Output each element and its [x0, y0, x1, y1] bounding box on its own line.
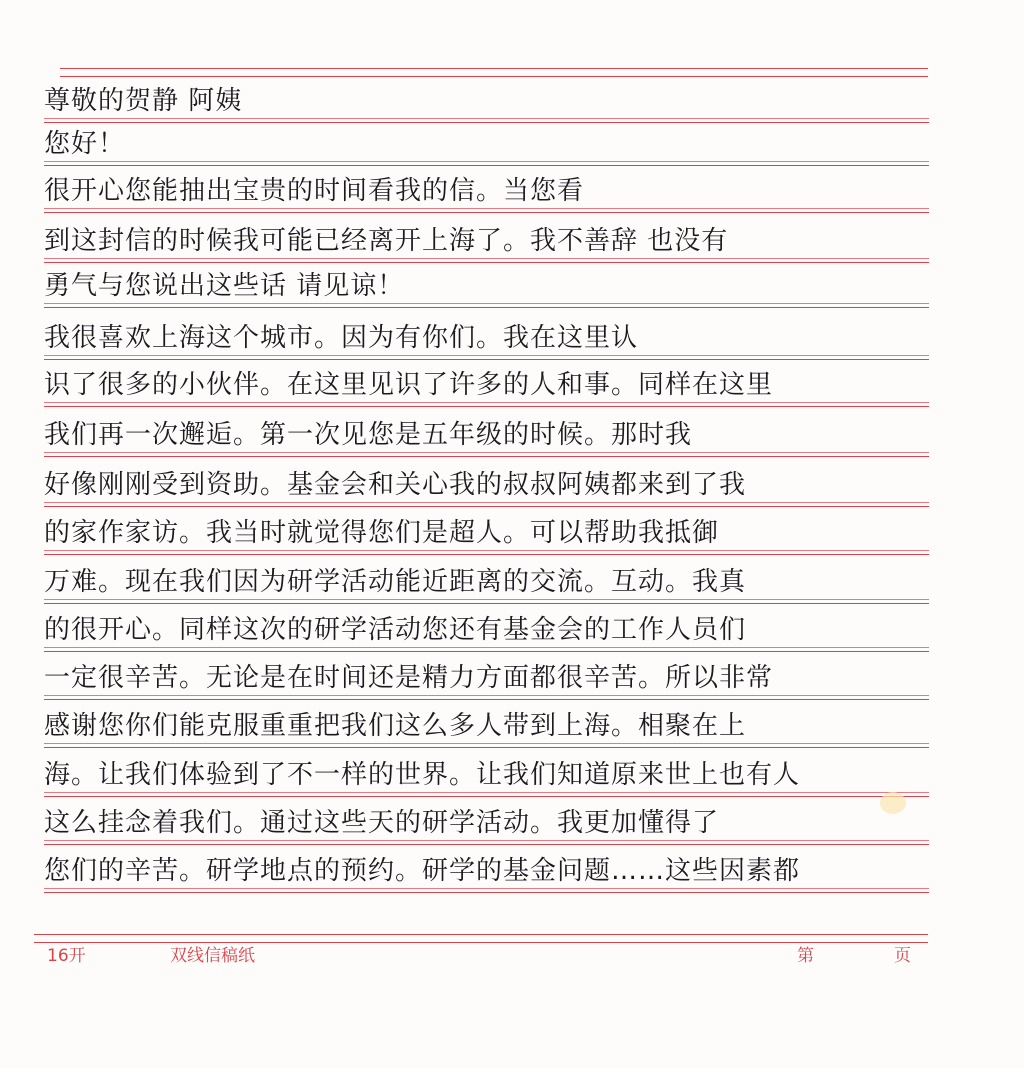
bottom-double-rule [34, 934, 928, 943]
letter-line: 的很开心。同样这次的研学活动您还有基金会的工作人员们 [44, 615, 747, 645]
ruled-line [44, 856, 929, 893]
ruled-line [44, 323, 929, 360]
letter-line: 一定很辛苦。无论是在时间还是精力方面都很辛苦。所以非常 [44, 663, 774, 693]
letter-line: 我很喜欢上海这个城市。因为有你们。我在这里认 [44, 323, 639, 353]
letter-line: 感谢您你们能克服重重把我们这么多人带到上海。相聚在上 [44, 711, 747, 741]
page-suffix-label: 页 [894, 946, 911, 966]
page-prefix-label: 第 [797, 946, 814, 966]
letter-line: 这么挂念着我们。通过这些天的研学活动。我更加懂得了 [44, 808, 720, 838]
paper-type-label: 双线信稿纸 [170, 946, 255, 966]
ruled-line [44, 615, 929, 652]
ruled-line [44, 808, 929, 845]
letter-line: 您们的辛苦。研学地点的预约。研学的基金问题……这些因素都 [44, 856, 801, 886]
ruled-line [44, 86, 929, 123]
ruled-line [44, 420, 929, 457]
ruled-line [44, 663, 929, 700]
letter-line: 尊敬的贺静 阿姨 [44, 86, 243, 116]
ruled-line [44, 129, 929, 166]
top-double-rule [60, 68, 928, 77]
letter-line: 万难。现在我们因为研学活动能近距离的交流。互动。我真 [44, 567, 747, 597]
ink-stain [880, 792, 906, 814]
letter-line: 勇气与您说出这些话 请见谅！ [44, 271, 405, 301]
ruled-line [44, 176, 929, 213]
ruled-line [44, 226, 929, 263]
ruled-line [44, 567, 929, 604]
ruled-line [44, 760, 929, 797]
paper-size-label: 16开 [47, 946, 86, 966]
letter-line: 到这封信的时候我可能已经离开上海了。我不善辞 也没有 [44, 226, 729, 256]
letter-line: 我们再一次邂逅。第一次见您是五年级的时候。那时我 [44, 420, 693, 450]
letter-line: 的家作家访。我当时就觉得您们是超人。可以帮助我抵御 [44, 518, 720, 548]
ruled-line [44, 370, 929, 407]
letter-line: 您好！ [44, 129, 126, 159]
ruled-line [44, 518, 929, 555]
letter-line: 海。让我们体验到了不一样的世界。让我们知道原来世上也有人 [44, 760, 801, 790]
letter-line: 很开心您能抽出宝贵的时间看我的信。当您看 [44, 176, 585, 206]
ruled-line [44, 470, 929, 507]
letter-line: 好像刚刚受到资助。基金会和关心我的叔叔阿姨都来到了我 [44, 470, 747, 500]
ruled-line [44, 711, 929, 748]
letter-line: 识了很多的小伙伴。在这里见识了许多的人和事。同样在这里 [44, 370, 774, 400]
ruled-line [44, 271, 929, 308]
